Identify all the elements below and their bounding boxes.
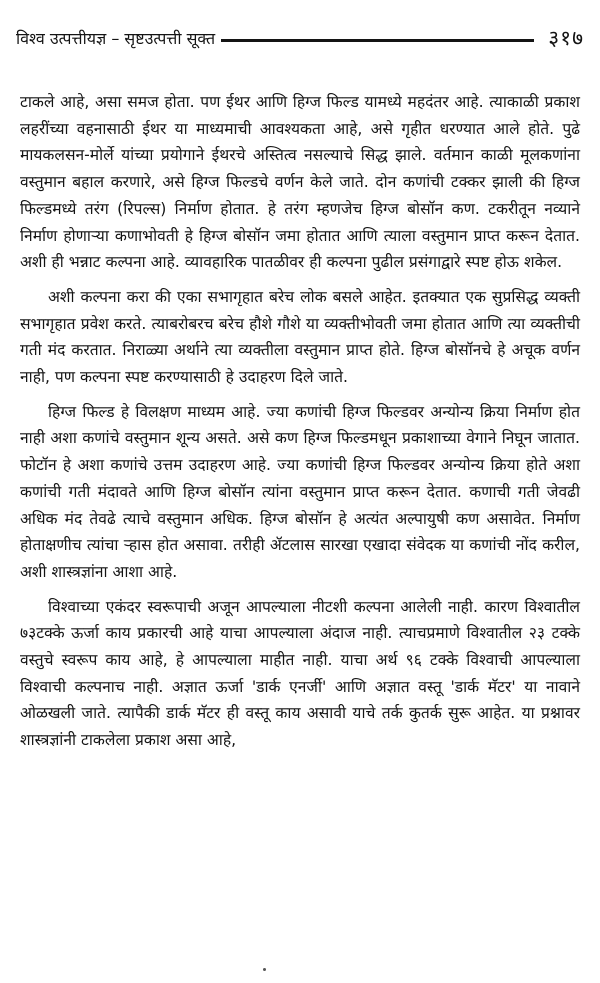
paragraph-4: विश्वाच्या एकंदर स्वरूपाची अजून आपल्याला नीटशी कल्पना आलेली नाही. कारण विश्वातील ७३टक्के ऊर्जा काय प्रकारची आहे याचा आपल्याला अंदाज नाही. त्याचप्रमाणे विश्वातील २३ टक्के वस्तुचे स्वरूप काय आहे, हे आपल्याला माहीत नाही. याचा अर्थ ९६ टक्के विश्वाची आपल्याला विश्वाची कल्पनाच नाही. अज्ञात ऊर्जा 'डार्क एनर्जी' आणि अज्ञात वस्तू 'डार्क मॅटर' या नावाने ओळखली जाते. त्यापैकी डार्क मॅटर ही वस्तू काय असावी याचे तर्क कुतर्क सुरू आहेत. या प्रश्नावर शास्त्रज्ञांनी टाकलेला प्रकाश असा आहे, [20,597,580,750]
page-number: ३१७ [548,26,584,50]
header-rule [221,39,534,42]
page-header [16,18,584,58]
running-title: विश्व उत्पत्तीयज्ञ – सृष्टउत्पत्ती सूक्त [16,29,216,48]
page-speck [263,968,266,971]
body-text [20,89,580,762]
paragraph-2: अशी कल्पना करा की एका सभागृहात बरेच लोक बसले आहेत. इतक्यात एक सुप्रसिद्ध व्यक्ती सभागृहात प्रवेश करते. त्याबरोबरच बरेच हौशे गौशे या व्यक्तीभोवती जमा होतात आणि त्या व्यक्तीची गती मंद करतात. निराळ्या अर्थाने त्या व्यक्तीला वस्तुमान प्राप्त होते. हिग्ज बोसॉनचे हे अचूक वर्णन नाही, पण कल्पना स्पष्ट करण्यासाठी हे उदाहरण दिले जाते. [20,287,580,387]
paragraph-3: हिग्ज फिल्ड हे विलक्षण माध्यम आहे. ज्या कणांची हिग्ज फिल्डवर अन्योन्य क्रिया निर्माण होत नाही अशा कणांचे वस्तुमान शून्य असते. असे कण हिग्ज फिल्डमधून प्रकाशाच्या वेगाने निघून जातात. फोटॉन हे अशा कणांचे उत्तम उदाहरण आहे. ज्या कणांची हिग्ज फिल्डवर अन्योन्य क्रिया होते अशा कणांची गती मंदावते आणि हिग्ज बोसॉन त्यांना वस्तुमान प्राप्त करून देतात. कणाची गती जेवढी अधिक मंद तेवढे त्याचे वस्तुमान अधिक. हिग्ज बोसॉन हे अत्यंत अल्पायुषी कण असावेत. निर्माण होताक्षणीच त्यांचा ऱ्हास होत असावा. तरीही ॲटलास सारखा एखादा संवेदक या कणांची नोंद करील, अशी शास्त्रज्ञांना आशा आहे. [20,402,580,581]
paragraph-1: टाकले आहे, असा समज होता. पण ईथर आणि हिग्ज फिल्ड यामध्ये महदंतर आहे. त्याकाळी प्रकाश लहरींच्या वहनासाठी ईथर या माध्यमाची आवश्यकता आहे, असे गृहीत धरण्यात आले होते. पुढे मायकलसन-मोर्ले यांच्या प्रयोगाने ईथरचे अस्तित्व नसल्याचे सिद्ध झाले. वर्तमान काळी मूलकणांना वस्तुमान बहाल करणारे, असे हिग्ज फिल्डचे वर्णन केले जाते. दोन कणांची टक्कर झाली की हिग्ज फिल्डमध्ये तरंग (रिपल्स) निर्माण होतात. हे तरंग म्हणजेच हिग्ज बोसॉन कण. टकरीतून नव्याने निर्माण होणाऱ्या कणाभोवती हे हिग्ज बोसॉन जमा होतात आणि त्याला वस्तुमान प्राप्त करून देतात. अशी ही भन्नाट कल्पना आहे. व्यावहारिक पातळीवर ही कल्पना पुढील प्रसंगाद्वारे स्पष्ट होऊ शकेल. [20,93,580,272]
